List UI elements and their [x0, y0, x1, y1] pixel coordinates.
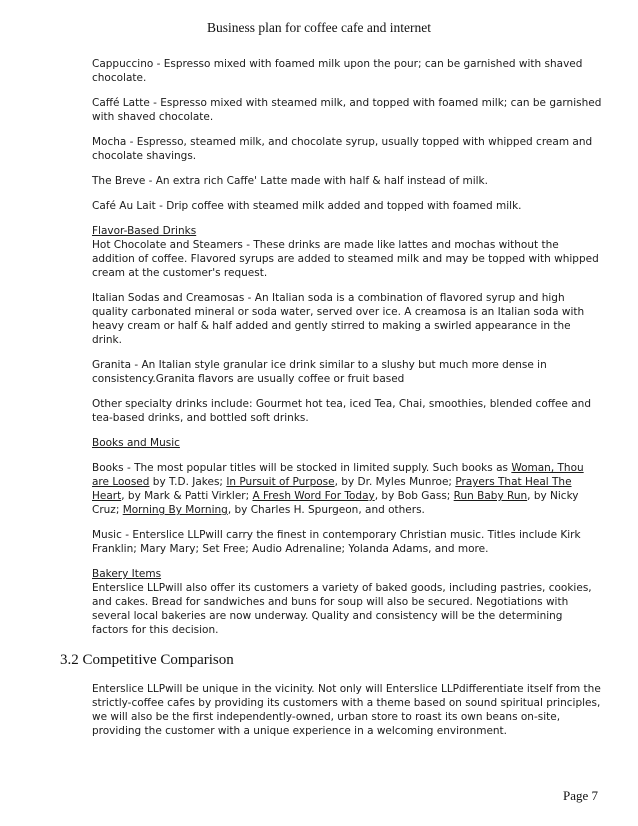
paragraph-latte: Caffé Latte - Espresso mixed with steamed milk, and topped with foamed milk; can be garnished with shaved chocolate.: [92, 97, 602, 123]
book-title-morning: Morning By Morning: [122, 504, 228, 516]
heading-bakery-items: Bakery Items: [92, 568, 162, 580]
book-title-woman-thou: Woman, Thou are Loosed: [92, 462, 584, 488]
books-text-2: by T.D. Jakes;: [149, 476, 227, 488]
books-text-7: , by Charles H. Spurgeon, and others.: [227, 504, 425, 516]
flavor-drinks-text: Hot Chocolate and Steamers - These drinks are made like lattes and mochas without the addition of coffee. Flavored syrups are added to steamed milk and may be topped with whipped cream at the customer's request.: [92, 239, 599, 279]
books-text-5: , by Bob Gass;: [374, 490, 454, 502]
book-title-run-baby-run: Run Baby Run: [453, 490, 528, 502]
page-header: Business plan for coffee cafe and internet: [207, 20, 431, 35]
section-text: Enterslice LLPwill be unique in the vicinity. Not only will Enterslice LLPdifferentiate itself from the strictly-coffee cafes by providing its customers with a theme based on sound spiritual principles, we will also be the first independently-owned, urban store to roast its own beans on-site, providing the customer with a unique experience in a welcoming environment.: [92, 683, 601, 737]
paragraph-books: [92, 461, 602, 517]
paragraph-flavor-drinks: [92, 224, 602, 280]
books-text-3: , by Dr. Myles Munroe;: [334, 476, 456, 488]
paragraph-granita: Granita - An Italian style granular ice drink similar to a slushy but much more dense in consistency.Granita flavors are usually coffee or fruit based: [92, 359, 547, 385]
paragraph-mocha: Mocha - Espresso, steamed milk, and chocolate syrup, usually topped with whipped cream and chocolate shavings.: [92, 136, 593, 162]
bakery-text: Enterslice LLPwill also offer its customers a variety of baked goods, including pastries, cookies, and cakes. Bread for sandwiches and buns for soup will also be secured. Negotiations with several local bakeries are now underway. Quality and consistency will be the determining factors for this decision.: [92, 582, 592, 636]
section-heading: 3.2 Competitive Comparison: [60, 652, 234, 668]
paragraph-breve: The Breve - An extra rich Caffe' Latte made with half & half instead of milk.: [92, 175, 488, 187]
heading-flavor-drinks: Flavor-Based Drinks: [92, 225, 197, 237]
main-content: [92, 57, 602, 648]
heading-books-music: Books and Music: [92, 437, 180, 449]
paragraph-au-lait: Café Au Lait - Drip coffee with steamed milk added and topped with foamed milk.: [92, 200, 522, 212]
paragraph-books-heading: [92, 436, 602, 450]
page-number: Page 7: [562, 788, 598, 803]
book-title-fresh-word: A Fresh Word For Today: [252, 490, 375, 502]
paragraph-italian-sodas: Italian Sodas and Creamosas - An Italian soda is a combination of flavored syrup and high quality carbonated mineral or soda water, served over ice. A creamosa is an Italian soda with heavy cream or half & half added and gently stirred to making a swirled appearance in the drink.: [92, 292, 585, 346]
paragraph-other-drinks: Other specialty drinks include: Gourmet hot tea, iced Tea, Chai, smoothies, blended coffee and tea-based drinks, and bottled soft drinks.: [92, 398, 592, 424]
book-title-prayers: Prayers That Heal The Heart: [92, 476, 572, 502]
books-text-6: , by Nicky Cruz;: [92, 490, 579, 516]
paragraph-music: Music - Enterslice LLPwill carry the finest in contemporary Christian music. Titles include Kirk Franklin; Mary Mary; Set Free; Audio Adrenaline; Yolanda Adams, and more.: [92, 529, 581, 555]
books-text-4: , by Mark & Patti Virkler;: [121, 490, 253, 502]
book-title-pursuit: In Pursuit of Purpose: [226, 476, 335, 488]
paragraph-cappuccino: Cappuccino - Espresso mixed with foamed milk upon the pour; can be garnished with shaved chocolate.: [92, 58, 583, 84]
books-text-1: Books - The most popular titles will be stocked in limited supply. Such books as: [92, 462, 512, 474]
paragraph-bakery: [92, 567, 602, 637]
